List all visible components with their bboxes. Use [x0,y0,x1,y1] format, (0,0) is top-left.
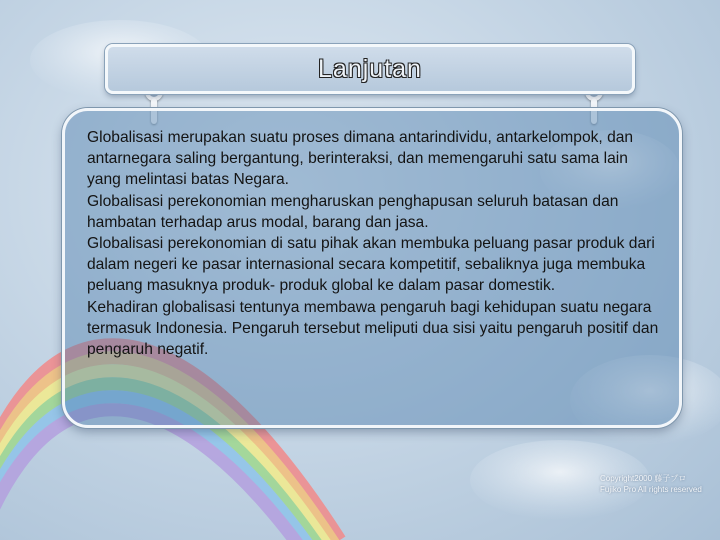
content-panel [62,108,682,428]
copyright-notice [600,473,702,495]
paragraph-market-opportunity: Globalisasi perekonomian di satu pihak akan membuka peluang pasar produk dari dalam negeri ke pasar internasional secara kompetitif, sebaliknya juga membuka peluang masuknya produk- produk global ke dalam pasar domestik. [87,235,655,295]
paragraph-influence: Kehadiran globalisasi tentunya membawa pengaruh bagi kehidupan suatu negara termasuk Indonesia. Pengaruh tersebut meliputi dua sisi yaitu pengaruh positif dan pengaruh negatif. [87,298,659,359]
paragraph-economy-barriers: Globalisasi perekonomian mengharuskan penghapusan seluruh batasan dan hambatan terhadap arus modal, barang dan jasa. [87,192,619,231]
copyright-line: Copyright2000 藤子プロ [600,474,687,483]
paragraph-definition: Globalisasi merupakan suatu proses dimana antarindividu, antarkelompok, dan antarnegara saling bergantung, berinteraksi, dan memengaruhi satu sama lain yang melintasi batas Negara. [87,129,634,189]
title-bar [105,44,635,94]
slide-title: Lanjutan [318,54,422,83]
copyright-line: Fujiko Pro All rights reserved [600,485,702,494]
